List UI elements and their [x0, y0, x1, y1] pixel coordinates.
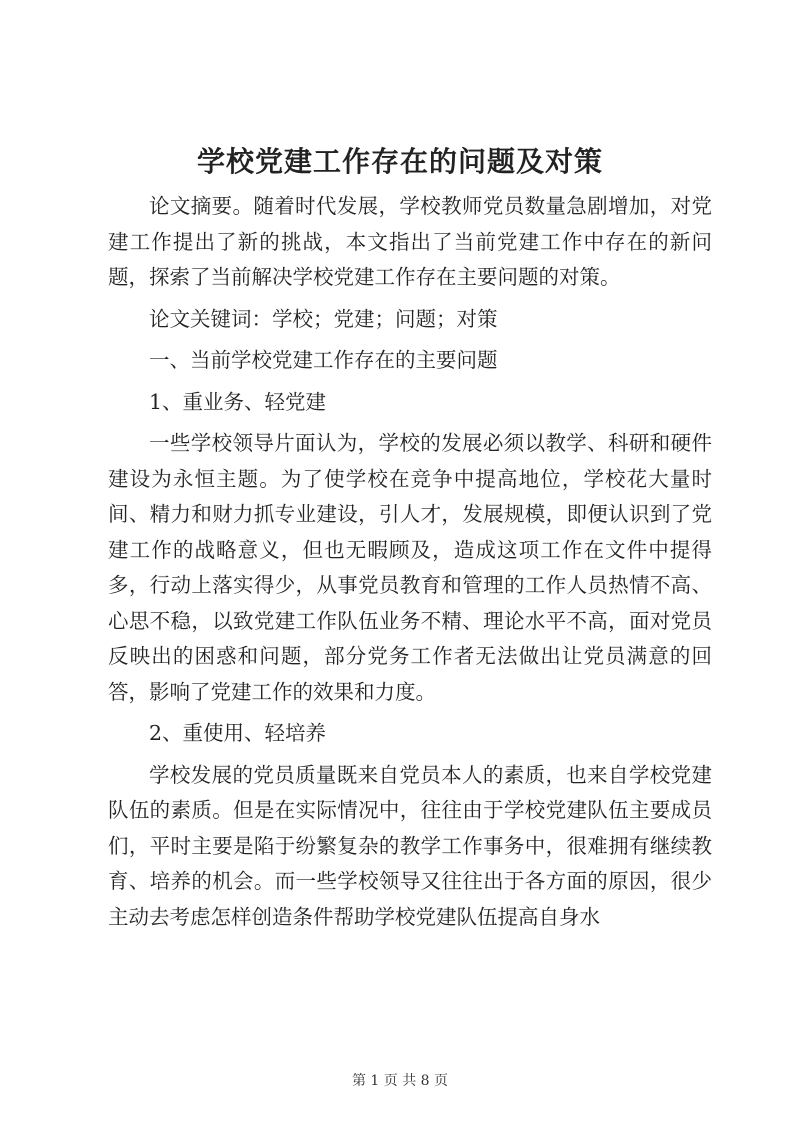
subsection-heading: 1、重业务、轻党建	[149, 389, 327, 414]
body-paragraph: 一些学校领导片面认为，学校的发展必须以教学、科研和硬件建设为永恒主题。为了使学校在竞争中提高地位，学校花大量时间、精力和财力抓专业建设，引人才，发展规模，即便认识到了党建工作的战略意义，但也无暇顾及，造成这项工作在文件中提得多，行动上落实得少，从事党员教育和管理的工作人员热情不高、心思不稳，以致党建工作队伍业务不精、理论水平不高，面对党员反映出的困惑和问题，部分党务工作者无法做出让党员满意的回答，影响了党建工作的效果和力度。	[108, 431, 712, 704]
page-footer: 第 1 页 共 8 页	[351, 1073, 449, 1089]
abstract-paragraph: 论文摘要。随着时代发展，学校教师党员数量急剧增加，对党建工作提出了新的挑战，本文指出了当前党建工作中存在的新问题，探索了当前解决学校党建工作存在主要问题的对策。	[108, 194, 712, 289]
document-body	[108, 189, 712, 941]
body-paragraph: 学校发展的党员质量既来自党员本人的素质，也来自学校党建队伍的素质。但是在实际情况中，往往由于学校党建队伍主要成员们，平时主要是陷于纷繁复杂的教学工作事务中，很难拥有继续教育、培养的机会。而一些学校领导又往往出于各方面的原因，很少主动去考虑怎样创造条件帮助学校党建队伍提高自身水	[108, 762, 712, 929]
section-heading: 一、当前学校党建工作存在的主要问题	[149, 348, 498, 372]
keywords-paragraph: 论文关键词：学校；党建；问题；对策	[149, 306, 498, 331]
subsection-heading: 2、重使用、轻培养	[149, 721, 327, 745]
document-title: 学校党建工作存在的问题及对策	[196, 145, 603, 178]
